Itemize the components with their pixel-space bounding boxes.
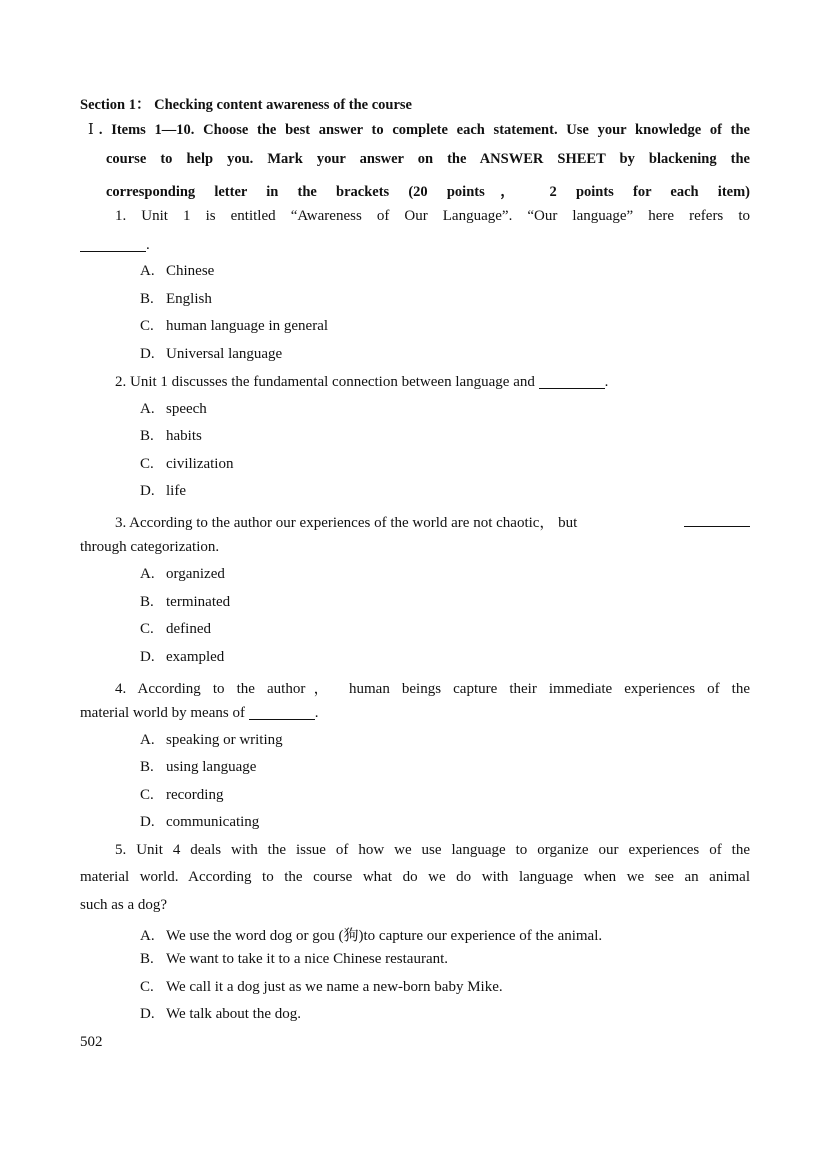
question-3-option-a: A. organized — [140, 566, 225, 582]
question-1-stem-cont: . — [80, 236, 150, 254]
question-5-option-a: A. We use the word dog or gou (狗)to capture our experience of the animal. — [140, 928, 603, 944]
question-5-option-d: D. We talk about the dog. — [140, 1006, 302, 1022]
question-3-stem: 3. According to the author our experiences of the world are not chaotic， but — [115, 515, 578, 531]
answer-blank — [80, 236, 146, 252]
question-2-option-b: B. habits — [140, 428, 202, 444]
question-2-option-d: D. life — [140, 483, 186, 499]
answer-blank — [249, 704, 315, 720]
question-2-stem: 2. Unit 1 discusses the fundamental connection between language and . — [115, 374, 609, 390]
question-5-stem-cont-2: such as a dog? — [80, 897, 168, 913]
question-4-option-d: D. communicating — [140, 814, 260, 830]
question-4-option-b: B. using language — [140, 759, 257, 775]
question-1-option-c: C. human language in general — [140, 318, 329, 334]
question-1-option-b: B. English — [140, 291, 212, 307]
question-2-option-a: A. speech — [140, 401, 207, 417]
question-3-option-d: D. exampled — [140, 649, 225, 665]
question-5-stem-cont: material world. According to the course what do we do with language when we see an animal — [80, 869, 750, 885]
question-2-option-c: C. civilization — [140, 456, 234, 472]
question-5-stem: 5. Unit 4 deals with the issue of how we use language to organize our experiences of the — [115, 842, 750, 858]
question-1-stem: 1. Unit 1 is entitled “Awareness of Our Language”. “Our language” here refers to — [115, 208, 750, 224]
roman-numeral: Ⅰ — [88, 122, 99, 138]
question-5-option-c: C. We call it a dog just as we name a new-born baby Mike. — [140, 979, 503, 995]
question-1-option-a: A. Chinese — [140, 263, 215, 279]
question-1-option-d: D. Universal language — [140, 346, 283, 362]
instruction-line-1: Ⅰ. Items 1—10. Choose the best answer to complete each statement. Use your knowledge of the — [88, 122, 750, 138]
instruction-line-3: corresponding letter in the brackets (20 points， 2 points for each item) — [106, 184, 750, 200]
answer-blank — [539, 373, 605, 389]
answer-blank — [684, 511, 750, 527]
page-number: 502 — [80, 1034, 103, 1050]
question-4-stem-cont: material world by means of . — [80, 705, 319, 721]
question-3-blank — [684, 511, 750, 529]
section-heading: Section 1： Checking content awareness of the course — [80, 97, 412, 113]
question-3-option-b: B. terminated — [140, 594, 231, 610]
question-4-option-a: A. speaking or writing — [140, 732, 283, 748]
question-4-stem: 4. According to the author， human beings capture their immediate experiences of the — [115, 681, 750, 697]
question-4-option-c: C. recording — [140, 787, 224, 803]
instruction-line-2: course to help you. Mark your answer on the ANSWER SHEET by blackening the — [106, 151, 750, 167]
question-5-option-b: B. We want to take it to a nice Chinese restaurant. — [140, 951, 449, 967]
question-3-stem-cont: through categorization. — [80, 539, 220, 555]
question-3-option-c: C. defined — [140, 621, 211, 637]
